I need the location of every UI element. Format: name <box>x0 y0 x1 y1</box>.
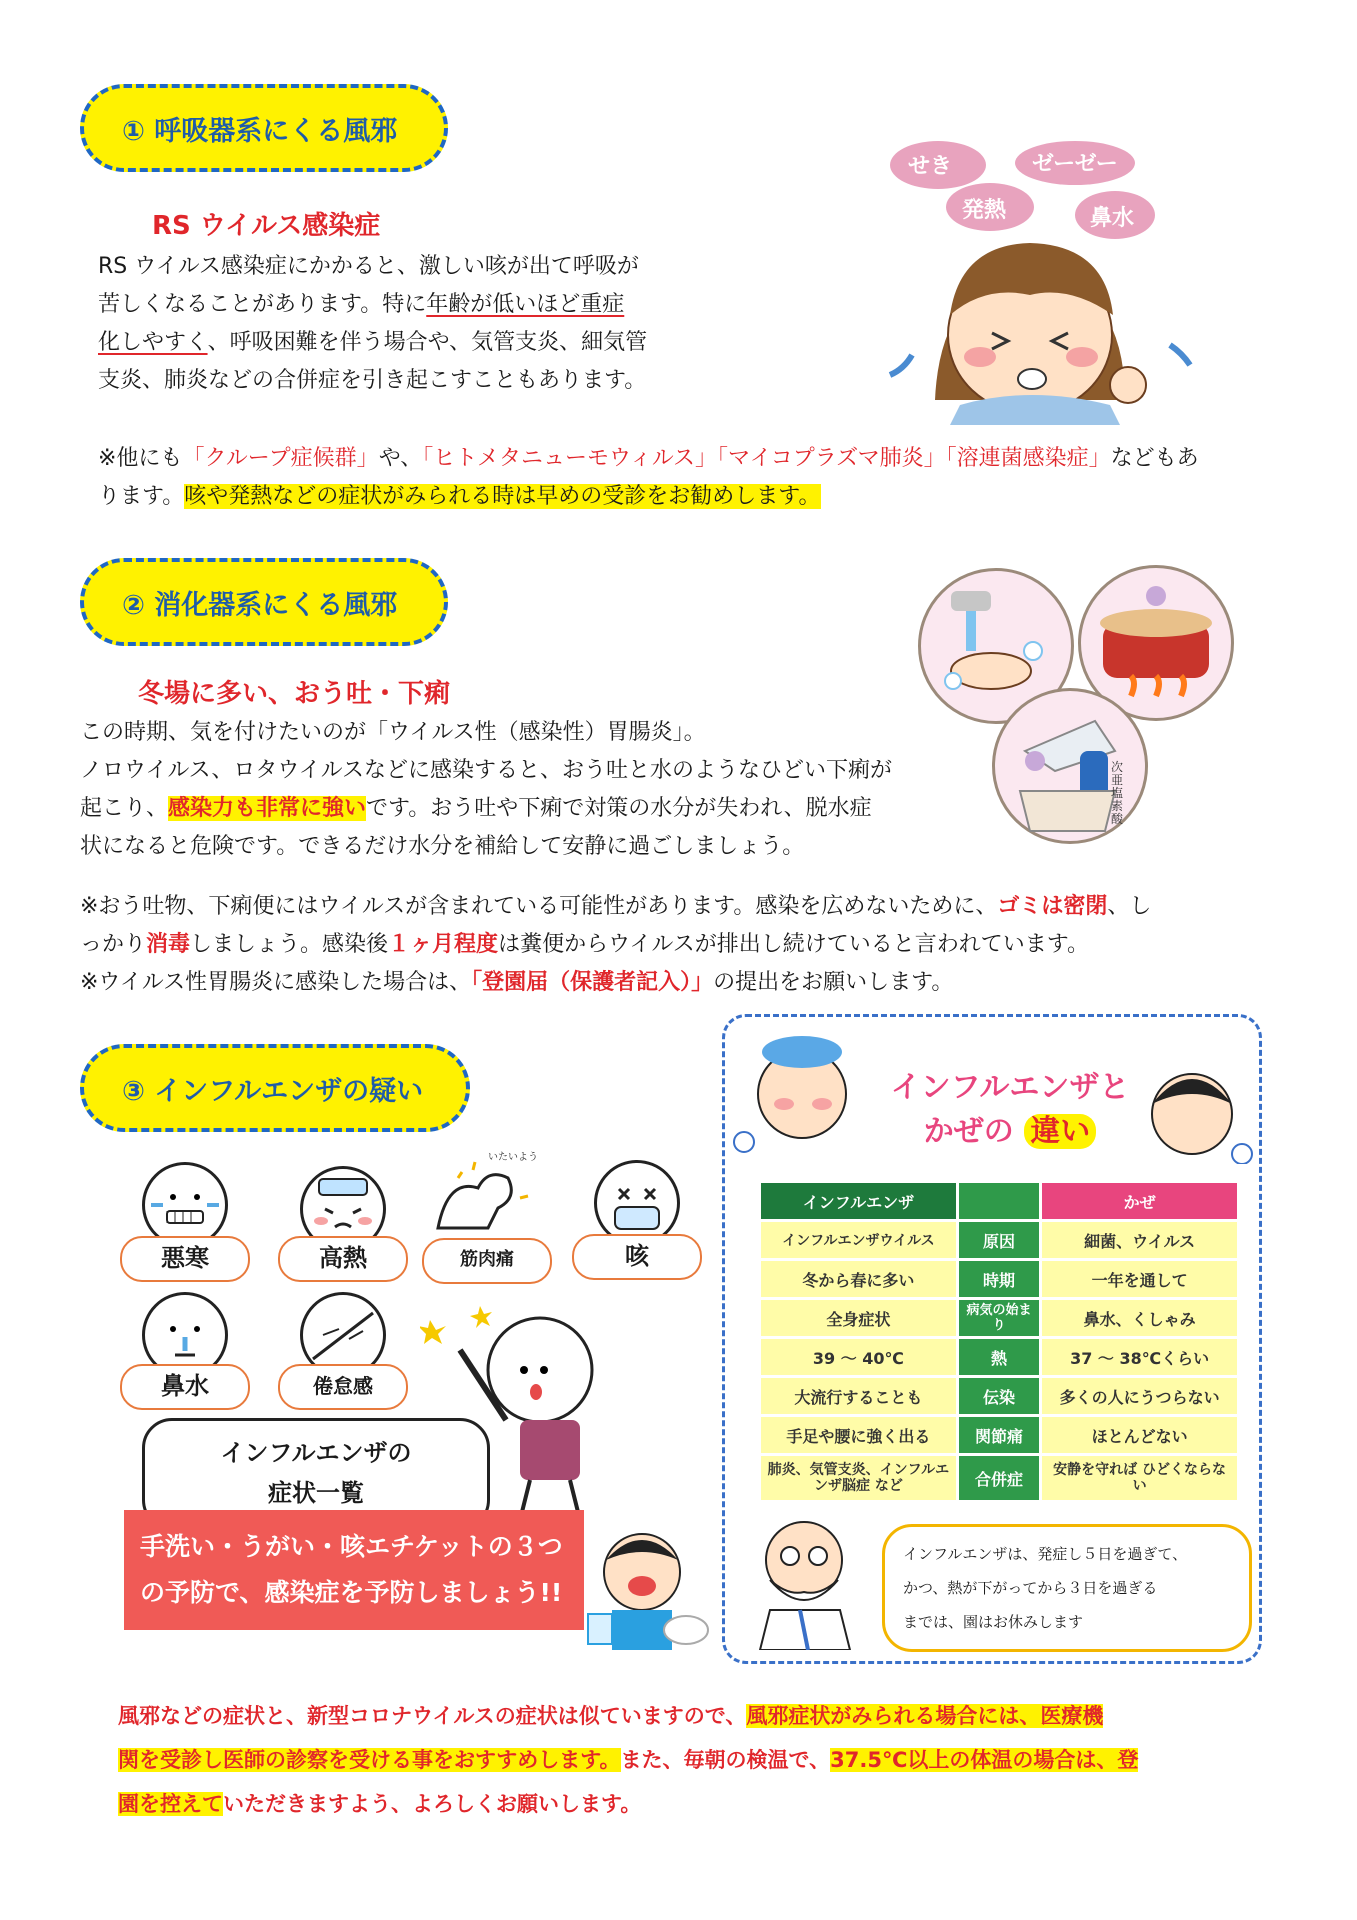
header-influenza: インフルエンザ <box>761 1183 956 1219</box>
cell-influenza: 冬から春に多い <box>761 1261 956 1297</box>
section1-para-line4: 支炎、肺炎などの合併症を引き起こすこともあります。 <box>98 368 647 393</box>
muscle-pain-icon <box>428 1148 538 1238</box>
section2-paragraph <box>80 714 980 866</box>
comparison-table <box>758 1180 1240 1503</box>
section2-badge <box>80 558 448 646</box>
symptom-chills: 悪寒 <box>120 1236 250 1282</box>
section1-badge-text: ① 呼吸器系にくる風邪 <box>122 115 398 147</box>
illust-word-hanamizu: 鼻水 <box>1090 206 1135 231</box>
cell-cold: 多くの人にうつらない <box>1042 1378 1237 1414</box>
cell-label: 時期 <box>959 1261 1039 1297</box>
comparison-table-wrap <box>758 1180 1240 1503</box>
table-row <box>761 1456 1237 1500</box>
section2-subheading: 冬場に多い、おう吐・下痢 <box>138 679 451 709</box>
table-row <box>761 1378 1237 1414</box>
section2-para-line3: 起こり、感染力も非常に強いです。おう吐や下痢で対策の水分が失われ、脱水症 <box>80 796 872 821</box>
section1-subheading: RS ウイルス感染症 <box>152 211 381 241</box>
cell-influenza: 39 ～ 40℃ <box>761 1339 956 1375</box>
comparison-title <box>860 1066 1160 1154</box>
cell-influenza: 大流行することも <box>761 1378 956 1414</box>
disinfect-spray-illustration <box>992 688 1148 844</box>
doctor-bubble <box>882 1524 1252 1652</box>
section1-note-line2: ります。咳や発熱などの症状がみられる時は早めの受診をお勧めします。 <box>98 484 821 509</box>
symptom-cough: 咳 <box>572 1234 702 1280</box>
highlight-consult: 咳や発熱などの症状がみられる時は早めの受診をお勧めします。 <box>184 484 821 509</box>
doctor-bubble-line2: かつ、熱が下がってから３日を過ぎる <box>903 1579 1158 1597</box>
list-bubble-line1: インフルエンザの <box>220 1439 412 1467</box>
section1-para-line3: 化しやすく、呼吸困難を伴う場合や、気管支炎、細気管 <box>98 330 648 355</box>
prevention-line1: 手洗い・うがい・咳エチケットの３つ <box>140 1532 563 1561</box>
cell-label: 伝染 <box>959 1378 1039 1414</box>
section1-para-line1: RS ウイルス感染症にかかると、激しい咳が出て呼吸が <box>98 254 639 279</box>
section1-paragraph <box>98 248 738 400</box>
cell-label: 熱 <box>959 1339 1039 1375</box>
symptom-runny-nose: 鼻水 <box>120 1364 250 1410</box>
cell-influenza: 手足や腰に強く出る <box>761 1417 956 1453</box>
footer-notice <box>118 1694 1298 1826</box>
section2-note-line3: ※ウイルス性胃腸炎に感染した場合は、「登園届（保護者記入）」の提出をお願いします。 <box>80 970 954 995</box>
table-row <box>761 1261 1237 1297</box>
cell-label: 病気の始まり <box>959 1300 1039 1336</box>
illust-word-hatsunetsu: 発熱 <box>962 198 1007 223</box>
header-cold: かぜ <box>1042 1183 1237 1219</box>
footer-line2: 関を受診し医師の診察を受ける事をおすすめします。また、毎朝の検温で、37.5℃以上の体温の場合は、登 <box>118 1748 1139 1772</box>
muscle-bubble-text: いたいよう <box>488 1152 538 1163</box>
symptom-high-fever: 高熱 <box>278 1236 408 1282</box>
section3-badge <box>80 1044 470 1132</box>
underline-severe: 化しやすく <box>98 330 208 355</box>
header-middle <box>959 1183 1039 1219</box>
cell-cold: 安静を守れば ひどくならない <box>1042 1456 1237 1500</box>
cell-cold: 鼻水、くしゃみ <box>1042 1300 1237 1336</box>
sick-child-illustration <box>870 135 1200 425</box>
section2-note-line2: っかり消毒しましょう。感染後１ヶ月程度は糞便からウイルスが排出し続けていると言われています。 <box>80 932 1089 957</box>
section2-para-line4: 状になると危険です。できるだけ水分を補給して安静に過ごしましょう。 <box>80 834 805 859</box>
section1-badge <box>80 84 448 172</box>
cell-influenza: 肺炎、気管支炎、インフルエンザ脳症 など <box>761 1456 956 1500</box>
section1-para-line2: 苦しくなることがあります。特に年齢が低いほど重症 <box>98 292 625 317</box>
list-bubble-line2: 症状一覧 <box>268 1479 364 1507</box>
cell-cold: 一年を通して <box>1042 1261 1237 1297</box>
illust-word-zeeze: ゼーゼー <box>1032 152 1118 177</box>
cell-label: 合併症 <box>959 1456 1039 1500</box>
table-header-row <box>761 1183 1237 1219</box>
cell-influenza: 全身症状 <box>761 1300 956 1336</box>
illust-word-seki: せき <box>908 154 953 179</box>
section1-note <box>98 440 1278 516</box>
section2-note-line1: ※おう吐物、下痢便にはウイルスが含まれている可能性があります。感染を広めないために、ゴミは密閉、し <box>80 894 1152 919</box>
cell-cold: ほとんどない <box>1042 1417 1237 1453</box>
cell-label: 関節痛 <box>959 1417 1039 1453</box>
section2-para-line2: ノロウイルス、ロタウイルスなどに感染すると、おう吐と水のようなひどい下痢が <box>80 758 893 783</box>
section3-badge-text: ③ インフルエンザの疑い <box>122 1075 424 1107</box>
prevention-line2: の予防で、感染症を予防しましょう!! <box>140 1578 563 1607</box>
section2-para-line1: この時期、気を付けたいのが「ウイルス性（感染性）胃腸炎」。 <box>80 720 706 745</box>
footer-line1: 風邪などの症状と、新型コロナウイルスの症状は似ていますので、風邪症状がみられる場合には、医療機 <box>118 1704 1104 1728</box>
footer-line3: 園を控えていただきますよう、よろしくお願いします。 <box>118 1792 642 1816</box>
comparison-title-line1: インフルエンザと <box>890 1070 1130 1105</box>
cell-cold: 細菌、ウイルス <box>1042 1222 1237 1258</box>
section2-note <box>80 888 1280 1002</box>
gargling-child-illustration <box>582 1520 712 1650</box>
comparison-title-line2: かぜの 違い <box>860 1110 1160 1154</box>
symptom-muscle-pain: 筋肉痛 <box>422 1238 552 1284</box>
highlight-infectious: 感染力も非常に強い <box>168 796 367 821</box>
underline-age: 年齢が低いほど重症 <box>426 292 625 317</box>
cell-label: 原因 <box>959 1222 1039 1258</box>
table-row <box>761 1300 1237 1336</box>
doctor-bubble-line1: インフルエンザは、発症し５日を過ぎて、 <box>903 1545 1188 1563</box>
table-row <box>761 1339 1237 1375</box>
symptom-fatigue: 倦怠感 <box>278 1364 408 1410</box>
table-row <box>761 1222 1237 1258</box>
section2-badge-text: ② 消化器系にくる風邪 <box>122 589 398 621</box>
doctor-illustration <box>740 1510 870 1650</box>
prevention-box <box>124 1510 584 1630</box>
cell-cold: 37 ～ 38℃くらい <box>1042 1339 1237 1375</box>
doctor-bubble-line3: までは、園はお休みします <box>903 1613 1084 1631</box>
section1-note-line1: ※他にも「クループ症候群」や、「ヒトメタニューモウィルス」「マイコプラズマ肺炎」「溶連菌感染症」などもあ <box>98 446 1199 471</box>
cell-influenza: インフルエンザウイルス <box>761 1222 956 1258</box>
table-row <box>761 1417 1237 1453</box>
bleach-bottle-label: 次亜塩素酸 <box>1111 760 1124 826</box>
title-difference: 違い <box>1024 1114 1096 1149</box>
